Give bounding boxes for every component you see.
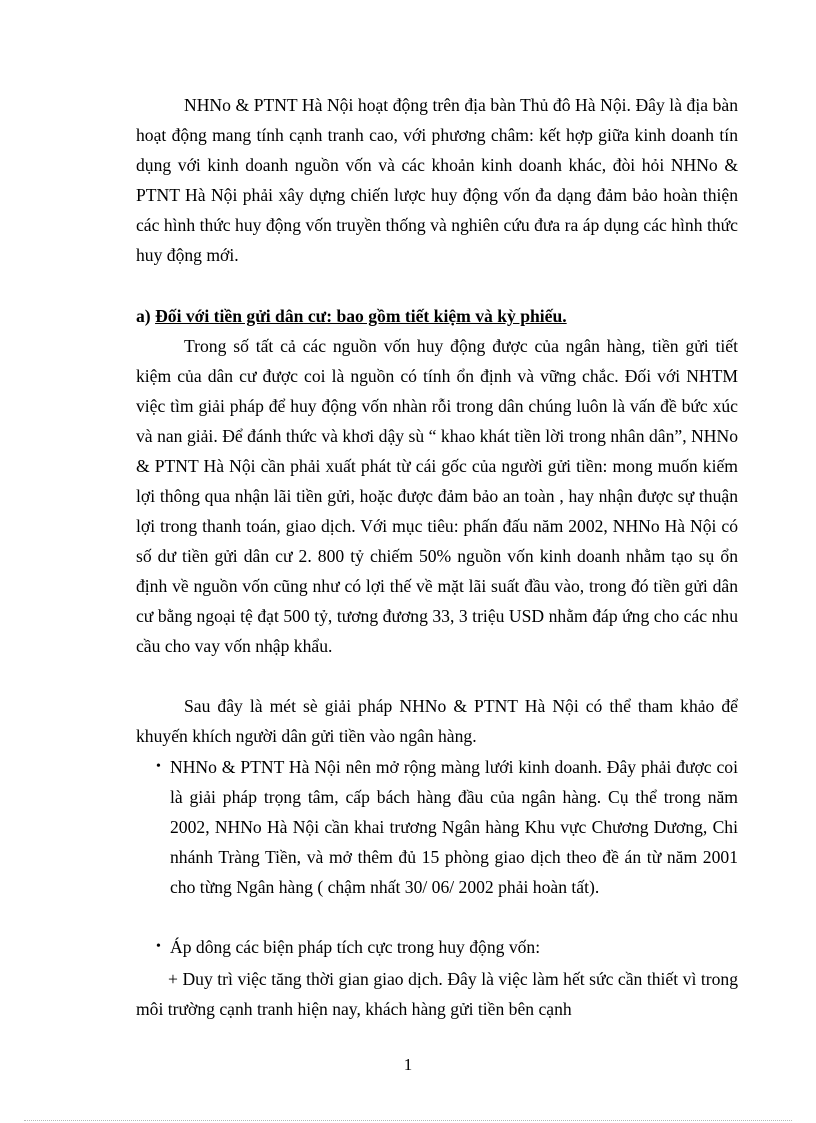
bullet-text: Áp dông các biện pháp tích cực trong huy động vốn: (170, 937, 541, 957)
bullet-icon: • (156, 759, 161, 774)
paragraph-savings: Trong số tất cả các nguồn vốn huy động được của ngân hàng, tiền gửi tiết kiệm của dân cư được coi là nguồn có tính ổn định và vững chắc. Đối với NHTM việc tìm giải pháp để huy động vốn nhàn rỗi trong dân chúng luôn là vấn đề bức xúc và nan giải. Để đánh thức và khơi dậy sù “ khao khát tiền lời trong nhân dân”, NHNo & PTNT Hà Nội cần phải xuất phát từ cái gốc của người gửi tiền: mong muốn kiếm lợi thông qua nhận lãi tiền gửi, hoặc được đảm bảo an toàn , hay nhận được sự thuận lợi trong thanh toán, giao dịch. Với mục tiêu: phấn đấu năm 2002, NHNo Hà Nội có số dư tiền gửi dân cư 2. 800 tỷ chiếm 50% nguồn vốn kinh doanh nhằm tạo sụ ổn định về nguồn vốn cũng như có lợi thế về mặt lãi suất đầu vào, trong đó tiền gửi dân cư bằng ngoại tệ đạt 500 tỷ, tương đương 33, 3 triệu USD nhằm đáp ứng cho các nhu cầu cho vay vốn nhập khẩu. (136, 336, 738, 656)
section-heading-title: Đối với tiền gửi dân cư: bao gồm tiết kiệm và kỳ phiếu. (155, 306, 567, 326)
section-heading (136, 301, 738, 331)
bullet-item-measures (156, 932, 738, 962)
bullet-text: NHNo & PTNT Hà Nội nên mở rộng màng lưới kinh doanh. Đây phải được coi là giải pháp trọng tâm, cấp bách hàng đầu của ngân hàng. Cụ thể trong năm 2002, NHNo Hà Nội cần khai trương Ngân hàng Khu vực Chương Dương, Chi nhánh Tràng Tiền, và mở thêm đủ 15 phòng giao dịch theo đề án từ năm 2001 cho từng Ngân hàng ( chậm nhất 30/ 06/ 2002 phải hoàn tất). (170, 757, 738, 897)
paragraph-solutions-intro: Sau đây là mét sè giải pháp NHNo & PTNT Hà Nội có thể tham khảo để khuyến khích người dân gửi tiền vào ngân hàng. (136, 696, 738, 746)
page-bottom-border (24, 1120, 792, 1121)
section-heading-marker: a) (136, 306, 151, 326)
plus-item-hours: + Duy trì việc tăng thời gian giao dịch. Đây là việc làm hết sức cần thiết vì trong môi trường cạnh tranh hiện nay, khách hàng gửi tiền bên cạnh (136, 969, 738, 1019)
page-number: 1 (403, 1055, 413, 1074)
bullet-icon: • (156, 939, 161, 954)
intro-paragraph: NHNo & PTNT Hà Nội hoạt động trên địa bàn Thủ đô Hà Nội. Đây là địa bàn hoạt động mang tính cạnh tranh cao, với phương châm: kết hợp giữa kinh doanh tín dụng với kinh doanh nguồn vốn và các khoản kinh doanh khác, đòi hỏi NHNo & PTNT Hà Nội phải xây dựng chiến lược huy động vốn đa dạng đảm bảo hoàn thiện các hình thức huy động vốn truyền thống và nghiên cứu đưa ra áp dụng các hình thức huy động mới. (136, 95, 738, 265)
bullet-item-network (156, 752, 738, 902)
